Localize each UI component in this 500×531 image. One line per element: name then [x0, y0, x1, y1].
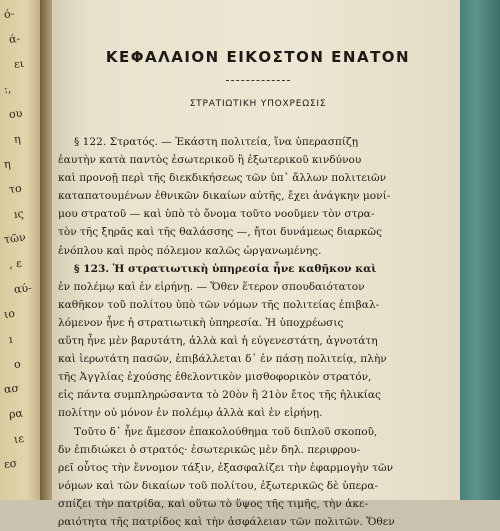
facing-page-fragment: ά-	[8, 32, 20, 46]
text-line: καταπατουμένων ἐθνικῶν δικαίων αὐτῆς, ἔχει ἀνάγκην μονί-	[58, 187, 438, 205]
page-content	[58, 48, 438, 531]
text-line: σπίζει τὴν πατρίδα, καὶ οὕτω τὸ ὕψος τῆς τιμῆς, τὴν ἀκε-	[58, 495, 438, 513]
paragraph-123	[58, 260, 438, 423]
page-edges	[448, 0, 460, 500]
text-line: πολίτην οὐ μόνον ἐν πολέμῳ ἀλλὰ καὶ ἐν εἰρήνῃ.	[58, 404, 438, 422]
facing-page-fragment: ασ	[3, 381, 19, 395]
text-line: καθῆκον τοῦ πολίτου ὑπὸ τῶν νόμων τῆς πολιτείας ἐπιβαλ-	[58, 296, 438, 314]
facing-page-fragment: τῶν	[3, 231, 26, 246]
facing-page-fragment: ρα	[8, 407, 23, 421]
facing-page-fragment: :,	[3, 82, 12, 96]
facing-page-fragment: εσ	[3, 457, 18, 471]
text-line: ρεῖ οὗτος τὴν ἔννομον τάξιν, ἐξασφαλίζει τὴν ἐφαρμογὴν τῶν	[58, 459, 438, 477]
chapter-title: ΚΕΦΑΛΑΙΟΝ ΕΙΚΟΣΤΟΝ ΕΝΑΤΟΝ	[78, 48, 438, 66]
facing-page-fragment: ı	[8, 333, 13, 346]
book-cover	[460, 0, 500, 500]
facing-page-fragment: αύ-	[13, 281, 32, 296]
paragraph-continuation	[58, 423, 438, 531]
facing-page-fragment: ό-	[3, 7, 15, 21]
paragraph-122	[58, 133, 438, 260]
text-line: ἐν πολέμῳ καὶ ἐν εἰρήνῃ. — Ὅθεν ἕτερον σπουδαιότατον	[58, 278, 438, 296]
facing-page-fragment: ου	[8, 107, 23, 121]
facing-page-fragment: ıς	[13, 207, 24, 221]
text-line: νόμων καὶ τῶν δικαίων τοῦ πολίτου, ἐξωτερικῶς δὲ ὑπερα-	[58, 477, 438, 495]
text-line: τῆς Ἀγγλίας ἐχούσης ἐθελοντικὸν μισθοφορικὸν στρατόν,	[58, 368, 438, 386]
text-line: § 122. Στρατός. — Ἑκάστη πολιτεία, ἵνα ὑπερασπίζῃ	[58, 133, 438, 151]
facing-page-fragment: το	[8, 182, 22, 196]
text-line: αὕτη ἦνε μὲν βαρυτάτη, ἀλλὰ καὶ ἡ εὐγενεστάτη, ἀγνοτάτη	[58, 332, 438, 350]
facing-page	[0, 0, 44, 500]
text-line: § 123. Ἡ στρατιωτικὴ ὑπηρεσία ἦνε καθῆκον καὶ	[58, 260, 438, 278]
text-line: ἑαυτὴν κατὰ παντὸς ἐσωτερικοῦ ἢ ἐξωτερικοῦ κινδύνου	[58, 151, 438, 169]
text-line: λόμενον ἦνε ἡ στρατιωτικὴ ὑπηρεσία. Ἡ ὑποχρέωσις	[58, 314, 438, 332]
text-line: τὸν τῆς ξηρᾶς καὶ τῆς θαλάσσης —, ἤτοι δυνάμεως διαρκῶς	[58, 223, 438, 241]
facing-page-fragment: η	[13, 132, 21, 146]
facing-page-fragment: ο	[13, 357, 21, 371]
text-line: καὶ προνοῇ περὶ τῆς διεκδικήσεως τῶν ὑπ᾿ ἄλλων πολιτειῶν	[58, 169, 438, 187]
facing-page-fragment: η	[3, 157, 11, 171]
text-line: καὶ ἱερωτάτη πασῶν, ἐπιβάλλεται δ᾿ ἐν πάσῃ πολιτείᾳ, πλὴν	[58, 350, 438, 368]
text-line: ἐνόπλου καὶ πρὸς πόλεμον καλῶς ὠργανωμένης.	[58, 242, 438, 260]
text-line: ραιότητα τῆς πατρίδος καὶ τὴν ἀσφάλειαν τῶν πολιτῶν. Ὅθεν	[58, 513, 438, 531]
facing-page-fragment: ει	[13, 57, 24, 71]
text-line: μου στρατοῦ — καὶ ὑπὸ τὸ ὄνομα τοῦτο νοοῦμεν τὸν στρα-	[58, 205, 438, 223]
text-line: εἰς πάντα συμπληρώσαντα τὸ 20ὸν ἢ 21ὸν ἔτος τῆς ἡλικίας	[58, 386, 438, 404]
chapter-subtitle: ΣΤΡΑΤΙΩΤΙΚΗ ΥΠΟΧΡΕΩΣΙΣ	[78, 99, 438, 109]
facing-page-fragment: ιο	[3, 307, 15, 321]
text-line: δν ἐπιδιώκει ὁ στρατός· ἐσωτερικῶς μὲν δηλ. περιφρου-	[58, 441, 438, 459]
facing-page-fragment: , ε	[8, 257, 22, 271]
text-line: Τοῦτο δ᾿ ἦνε ἄμεσον ἐπακολούθημα τοῦ διπλοῦ σκοποῦ,	[58, 423, 438, 441]
facing-page-fragment: ιε	[13, 432, 24, 446]
body-text	[58, 133, 438, 531]
title-divider	[226, 80, 290, 81]
